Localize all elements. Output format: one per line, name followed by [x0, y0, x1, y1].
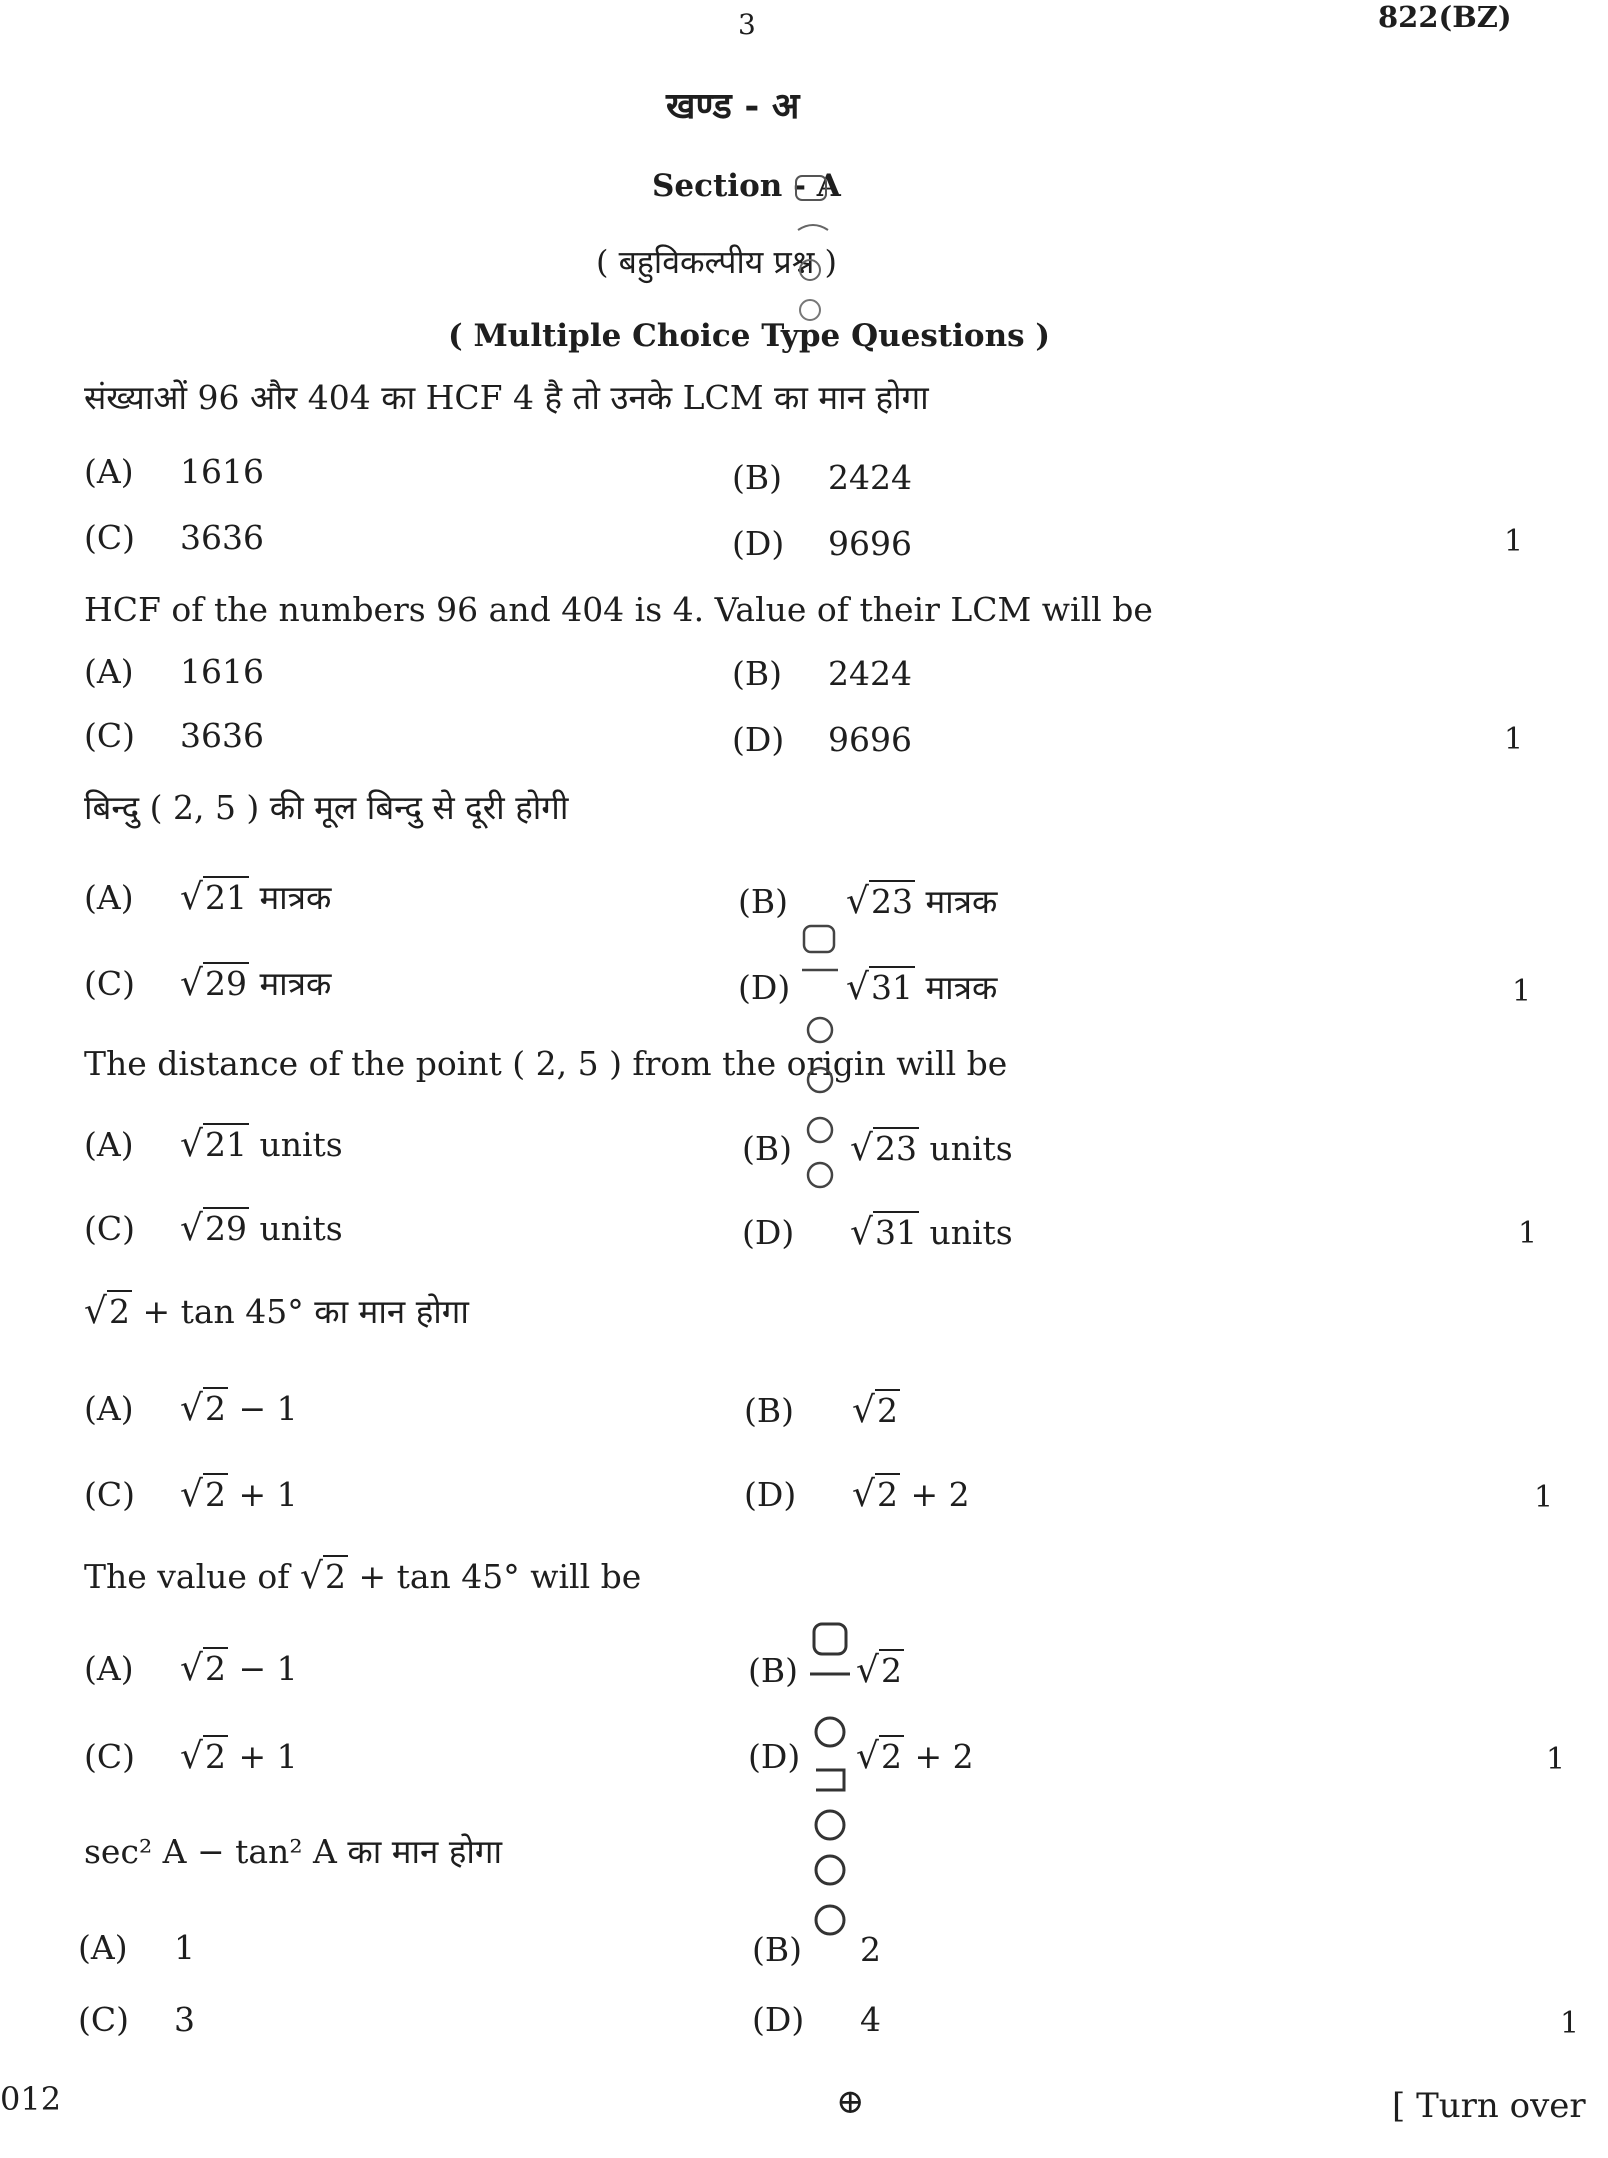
option-d: (D) √2 + 2 — [744, 1474, 970, 1515]
option-a: (A) 1616 — [84, 452, 264, 491]
question-text: The distance of the point ( 2, 5 ) from the origin will be — [84, 1044, 1008, 1083]
option-c: (C) 3636 — [84, 716, 264, 755]
option-d: (D) √31 units — [742, 1212, 1013, 1253]
option-d: (D) 9696 — [732, 524, 912, 563]
registration-mark-icon: ⊕ — [836, 2082, 865, 2122]
marks: 1 — [1504, 524, 1524, 559]
option-d: (D) √2 + 2 — [748, 1736, 974, 1777]
marks: 1 — [1512, 974, 1532, 1009]
option-b: (B) 2424 — [732, 654, 912, 693]
paper-code: 822(BZ) — [1378, 0, 1512, 34]
marks: 1 — [1504, 722, 1524, 757]
question-text: संख्याओं 96 और 404 का HCF 4 है तो उनके LCM का मान होगा — [84, 378, 929, 417]
option-c: (C) 3636 — [84, 518, 264, 557]
option-a: (A) 1 — [78, 1928, 195, 1967]
option-b: (B) √23 मात्रक — [738, 881, 998, 922]
option-a: (A) √21 मात्रक — [84, 877, 332, 918]
question-type-english: ( Multiple Choice Type Questions ) — [448, 318, 1051, 354]
serial-stamp — [800, 1620, 860, 1980]
turn-over-label: [ Turn over — [1392, 2086, 1586, 2126]
option-b: (B) √23 units — [742, 1128, 1013, 1169]
option-c: (C) 3 — [78, 2000, 195, 2039]
marks: 1 — [1518, 1216, 1538, 1251]
option-b: (B) √2 — [744, 1390, 898, 1431]
option-c: (C) √2 + 1 — [84, 1474, 298, 1515]
option-c: (C) √29 units — [84, 1208, 343, 1249]
marks: 1 — [1534, 1480, 1554, 1515]
question-text: बिन्दु ( 2, 5 ) की मूल बिन्दु से दूरी होगी — [84, 788, 569, 827]
option-b: (B) 2424 — [732, 458, 912, 497]
question-text: sec² A − tan² A का मान होगा — [84, 1832, 503, 1871]
section-heading-hindi: खण्ड - अ — [666, 85, 800, 127]
option-c: (C) √29 मात्रक — [84, 963, 332, 1004]
option-a: (A) √2 − 1 — [84, 1388, 298, 1429]
option-c: (C) √2 + 1 — [84, 1736, 298, 1777]
marks: 1 — [1546, 1742, 1566, 1777]
footer-code: 012 — [0, 2080, 62, 2118]
page-number: 3 — [738, 8, 756, 41]
option-a: (A) √2 − 1 — [84, 1648, 298, 1689]
option-a: (A) 1616 — [84, 652, 264, 691]
question-text: HCF of the numbers 96 and 404 is 4. Value of their LCM will be — [84, 590, 1153, 629]
option-b: (B) 2 — [752, 1930, 881, 1969]
option-d: (D) 4 — [752, 2000, 881, 2039]
option-a: (A) √21 units — [84, 1124, 343, 1165]
question-text: √2 + tan 45° का मान होगा — [84, 1291, 469, 1332]
question-text: The value of √2 + tan 45° will be — [84, 1556, 642, 1597]
serial-stamp — [790, 920, 850, 1200]
section-heading: Section - A — [652, 168, 841, 204]
marks: 1 — [1560, 2006, 1580, 2041]
option-d: (D) √31 मात्रक — [738, 967, 998, 1008]
option-d: (D) 9696 — [732, 720, 912, 759]
option-b: (B) √2 — [748, 1650, 902, 1691]
serial-stamp — [788, 170, 838, 370]
question-type-hindi: ( बहुविकल्पीय प्रश्न ) — [596, 243, 837, 281]
